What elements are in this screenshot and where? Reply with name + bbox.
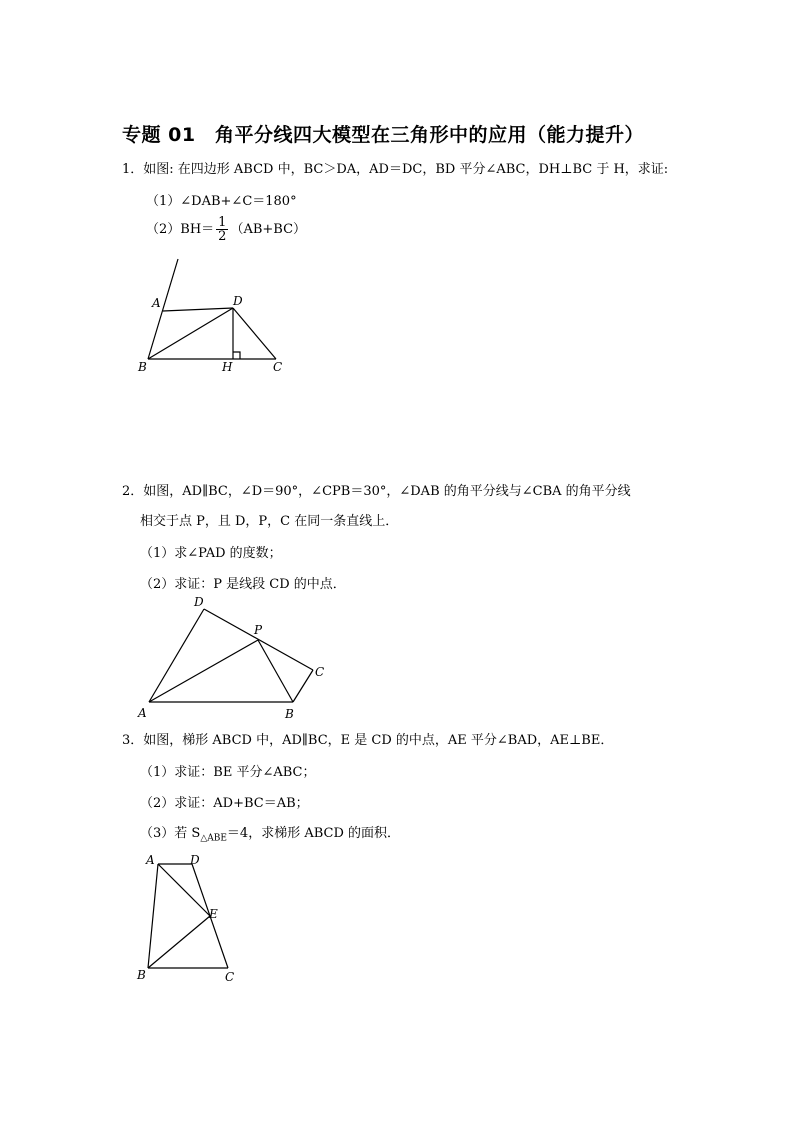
label-d: D xyxy=(190,853,200,867)
label-d: D xyxy=(233,294,243,308)
q3-part3-post: ＝4，求梯形 ABCD 的面积． xyxy=(226,826,401,841)
q2-part2: （2）求证：P 是线段 CD 的中点． xyxy=(140,577,346,592)
segment-be xyxy=(148,916,210,968)
page-title: 专题 01 角平分线四大模型在三角形中的应用（能力提升） xyxy=(122,124,645,146)
segment-dc xyxy=(233,308,276,359)
fraction-numerator: 1 xyxy=(218,215,227,230)
label-a: A xyxy=(152,296,161,310)
q3-part1: （1）求证：BE 平分∠ABC； xyxy=(140,765,316,780)
q2-stem-line2: 相交于点 P，且 D，P，C 在同一条直线上． xyxy=(140,514,399,529)
segment-ap xyxy=(149,640,258,702)
q1-stem: 1．如图: 在四边形 ABCD 中，BC＞DA，AD＝DC，BD 平分∠ABC，DH⊥BC 于 H，求证: xyxy=(122,162,669,177)
q3-part3-subscript: △ABE xyxy=(200,833,227,844)
right-angle-mark-h xyxy=(233,352,240,359)
label-a: A xyxy=(146,853,155,867)
figure-q3-labels xyxy=(136,853,234,984)
segment-ab xyxy=(148,864,158,968)
q1-part2-pre: （2）BH＝ xyxy=(146,222,215,237)
label-p: P xyxy=(254,623,263,637)
q2-part1: （1）求∠PAD 的度数； xyxy=(140,546,282,561)
q2-stem-line1: 2．如图，AD∥BC，∠D＝90°，∠CPB＝30°，∠DAB 的角平分线与∠CBA 的角平分线 xyxy=(122,484,631,499)
figure-q1-labels xyxy=(137,294,282,374)
label-c: C xyxy=(273,360,283,374)
segment-ad xyxy=(163,308,233,311)
label-c: C xyxy=(315,665,325,679)
label-h: H xyxy=(222,360,233,374)
label-c: C xyxy=(225,970,235,984)
label-b: B xyxy=(138,360,147,374)
q3-part3-pre: （3）若 S xyxy=(140,826,201,841)
q3-stem: 3．如图，梯形 ABCD 中，AD∥BC，E 是 CD 的中点，AE 平分∠BAD，AE⊥BE． xyxy=(122,733,614,748)
segment-cb xyxy=(293,670,313,702)
figure-q1 xyxy=(148,259,276,359)
fraction-denominator: 2 xyxy=(218,229,227,244)
segment-ae xyxy=(158,864,210,916)
segment-ad xyxy=(149,609,204,702)
label-e: E xyxy=(209,907,218,921)
q1-part2-post: （AB+BC） xyxy=(230,222,307,237)
figure-q2 xyxy=(149,609,313,702)
label-b: B xyxy=(137,968,146,982)
label-b: B xyxy=(285,707,294,721)
q3-part2: （2）求证：AD+BC＝AB； xyxy=(140,796,309,811)
label-d: D xyxy=(194,595,204,609)
label-a: A xyxy=(138,706,147,720)
q1-part1: （1）∠DAB+∠C＝180° xyxy=(146,194,297,209)
